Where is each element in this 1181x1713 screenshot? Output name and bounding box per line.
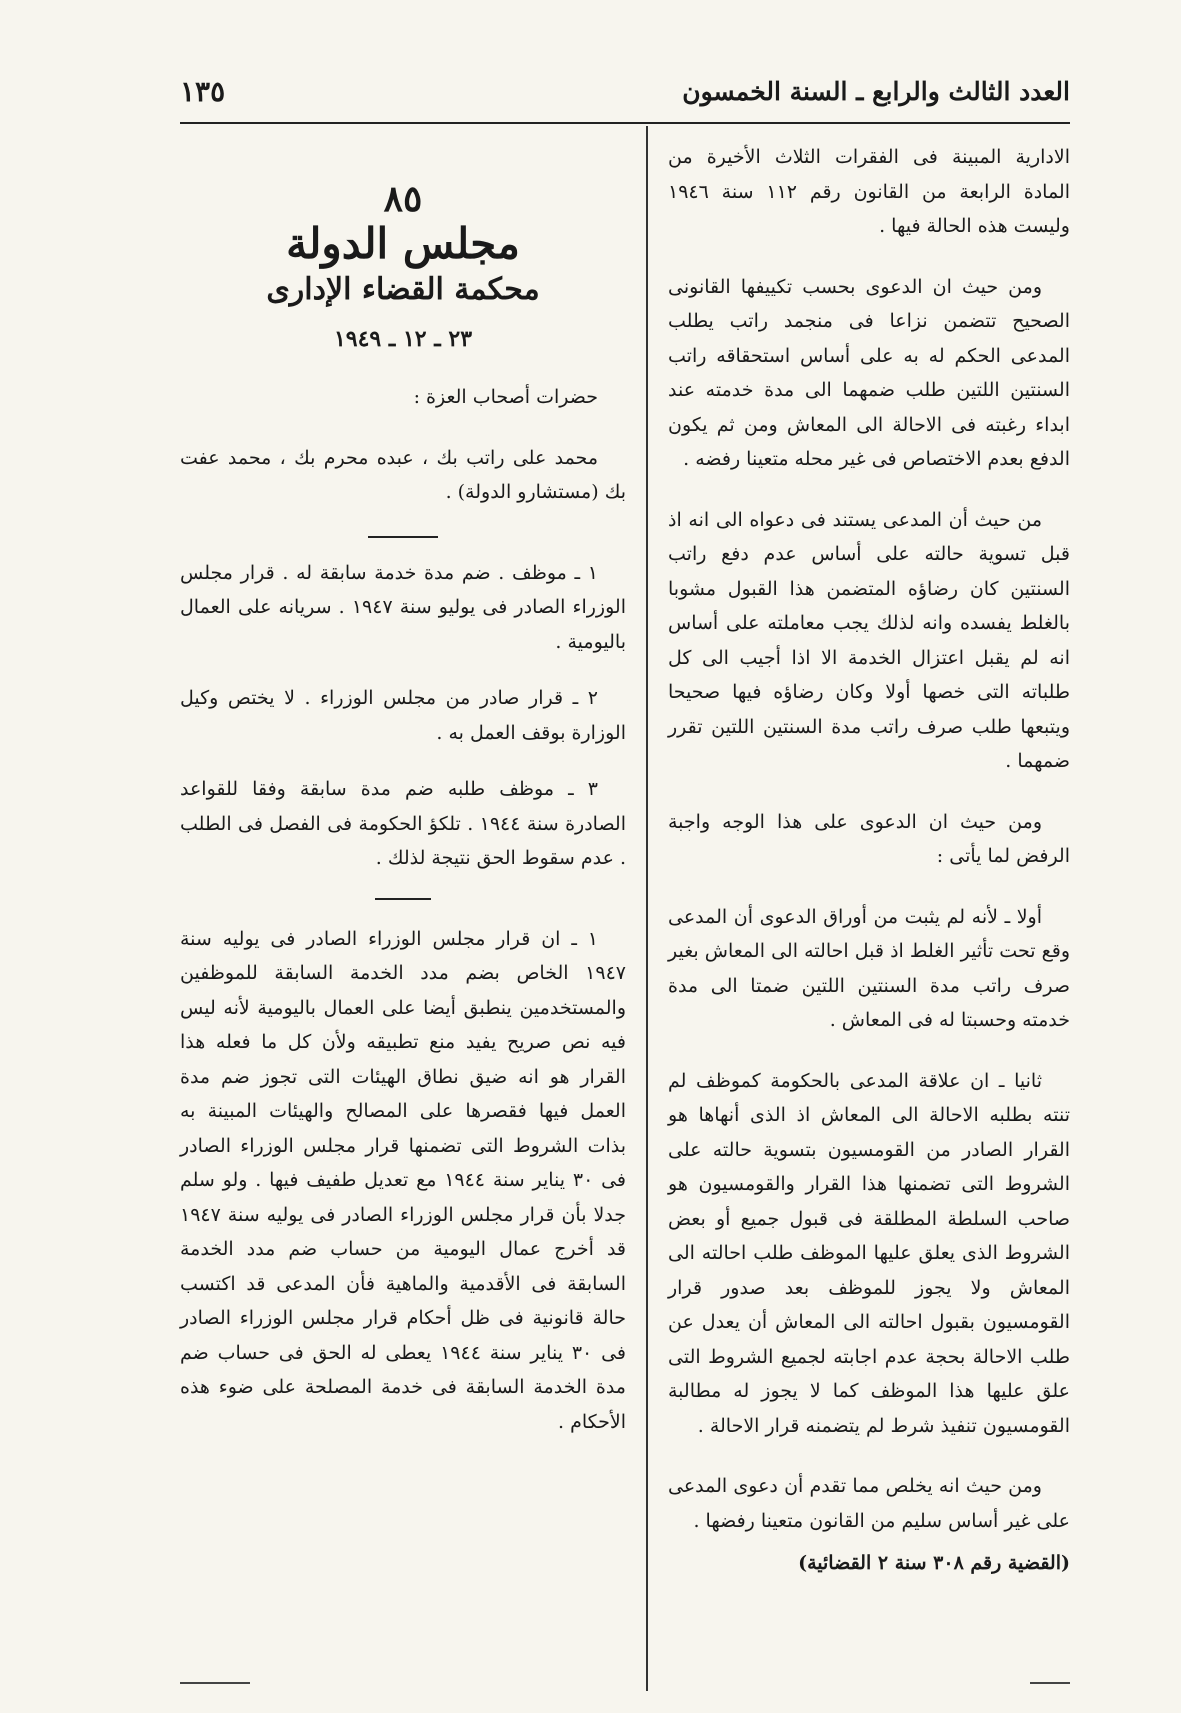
body-paragraph: ومن حيث انه يخلص مما تقدم أن دعوى المدعى على غير أساس سليم من القانون متعينا رفضها . <box>668 1475 1070 1532</box>
summary-item: ١ ـ موظف . ضم مدة خدمة سابقة له . قرار مجلس الوزراء الصادر فى يوليو سنة ١٩٤٧ . سريانه على العمال باليومية . <box>180 561 626 653</box>
summary-item: ٢ ـ قرار صادر من مجلس الوزراء . لا يختص وكيل الوزارة بوقف العمل به . <box>180 687 626 744</box>
body-paragraph: ومن حيث ان الدعوى على هذا الوجه واجبة الرفض لما يأتى : <box>668 810 1070 867</box>
page-number: ١٣٥ <box>180 74 226 108</box>
body-paragraph: الادارية المبينة فى الفقرات الثلاث الأخيرة من المادة الرابعة من القانون رقم ١١٢ سنة ١٩٤٦ وليست هذه الحالة فيها . <box>668 146 1070 237</box>
summary-item: ٣ ـ موظف طلبه ضم مدة سابقة وفقا للقواعد الصادرة سنة ١٩٤٤ . تلكؤ الحكومة فى الفصل فى الطلب . عدم سقوط الحق نتيجة لذلك . <box>180 778 626 869</box>
page-header <box>180 66 1070 116</box>
body-paragraph: ثانيا ـ ان علاقة المدعى بالحكومة كموظف لم تنته بطلبه الاحالة الى المعاش اذ الذى أنهاها هو القرار الصادر من القومسيون بتسوية حالته على الشروط التى تضمنها هذا القرار والقومسيون هو صاحب السلطة المطلقة فى قبول جميع أو بعض الشروط الذى يعلق عليها الموظف طلب احالته الى المعاش ولا يجوز للموظف بعد صدور قرار القومسيون بقبول احالته الى المعاش أن يعدل عن طلب الاحالة بحجة عدم اجابته لجميع الشروط التى علق عليها هذا الموظف كما لا يجوز له مطالبة القومسيون تنفيذ شرط لم يتضمنه قرار الاحالة . <box>668 1069 1070 1437</box>
case-reference: (القضية رقم ٣٠٨ سنة ٢ القضائية) <box>798 1552 1070 1574</box>
footer-dash-right <box>1030 1682 1070 1684</box>
council-title: مجلس الدولة <box>286 218 520 268</box>
section-rule <box>368 536 438 538</box>
principle-text: ١ ـ ان قرار مجلس الوزراء الصادر فى يوليه سنة ١٩٤٧ الخاص بضم مدد الخدمة السابقة للموظفين والمستخدمين ينطبق أيضا على العمال باليومية لأنه ليس فيه نص صريح يفيد منع تطبيقه ولأن كل ما فعله هذا القرار هو انه ضيق نطاق الهيئات التى تجوز ضم مدة العمل فيها فقصرها على المصالح والهيئات المبينة به بذات الشروط التى تضمنها قرار مجلس الوزراء الصادر فى ٣٠ يناير سنة ١٩٤٤ مع تعديل طفيف فيها . ولو سلم جدلا بأن قرار مجلس الوزراء الصادر فى يوليه سنة ١٩٤٧ قد أخرج عمال اليومية من حساب ضم مدد الخدمة السابقة فى الأقدمية والماهية فأن المدعى قد اكتسب حالة قانونية فى ظل أحكام قرار مجلس الوزراء الصادر فى ٣٠ يناير سنة ١٩٤٤ يعطى له الحق فى حساب ضم مدة الخدمة السابقة فى خدمة المصلحة على ضوء هذه الأحكام . <box>180 927 627 1433</box>
header-rule <box>180 122 1070 124</box>
footer-dash-left <box>180 1682 250 1684</box>
body-paragraph: من حيث أن المدعى يستند فى دعواه الى انه اذ قبل تسوية حالته على أساس عدم دفع راتب السنتين كان رضاؤه المتضمن هذا القبول مشوبا بالغلط يفسده وانه لذلك يجب معاملته على أساس انه لم يقبل اعتزال الخدمة الا اذا أجيب الى كل طلباته التى خصها أولا وكان رضاؤه فيها صحيحا ويتبعها طلب صرف راتب مدة السنتين اللتين تقرر ضمهما . <box>668 508 1070 772</box>
left-column <box>180 140 626 1465</box>
right-column <box>668 140 1070 1607</box>
attendees-heading: حضرات أصحاب العزة : <box>413 386 598 408</box>
section-rule <box>375 898 431 900</box>
body-paragraph: ومن حيث ان الدعوى بحسب تكييفها القانونى الصحيح تتضمن نزاعا فى منجمد راتب يطلب المدعى الحكم له به على أساس استحقاقه راتب السنتين اللتين طلب ضمهما الى مدة خدمته عند ابداء رغبته فى الاحالة الى المعاش ومن ثم يكون الدفع بعدم الاختصاص فى غير محله متعينا رفضه . <box>668 275 1070 470</box>
court-title: محكمة القضاء الإدارى <box>266 272 540 307</box>
body-paragraph: أولا ـ لأنه لم يثبت من أوراق الدعوى أن المدعى وقع تحت تأثير الغلط اذ قبل احالته الى المعاش بغير صرف راتب مدة السنتين اللتين ضمتا الى مدة خدمته وحسبتا له فى المعاش . <box>668 905 1070 1031</box>
attendees-names: محمد على راتب بك ، عبده محرم بك ، محمد عفت بك (مستشارو الدولة) . <box>180 446 626 503</box>
decision-number: ٨٥ <box>383 178 423 220</box>
journal-issue-title: العدد الثالث والرابع ـ السنة الخمسون <box>682 76 1070 106</box>
footer-marks <box>180 1677 1070 1689</box>
column-divider <box>646 126 648 1691</box>
decision-date: ٢٣ ـ ١٢ ـ ١٩٤٩ <box>333 325 473 352</box>
